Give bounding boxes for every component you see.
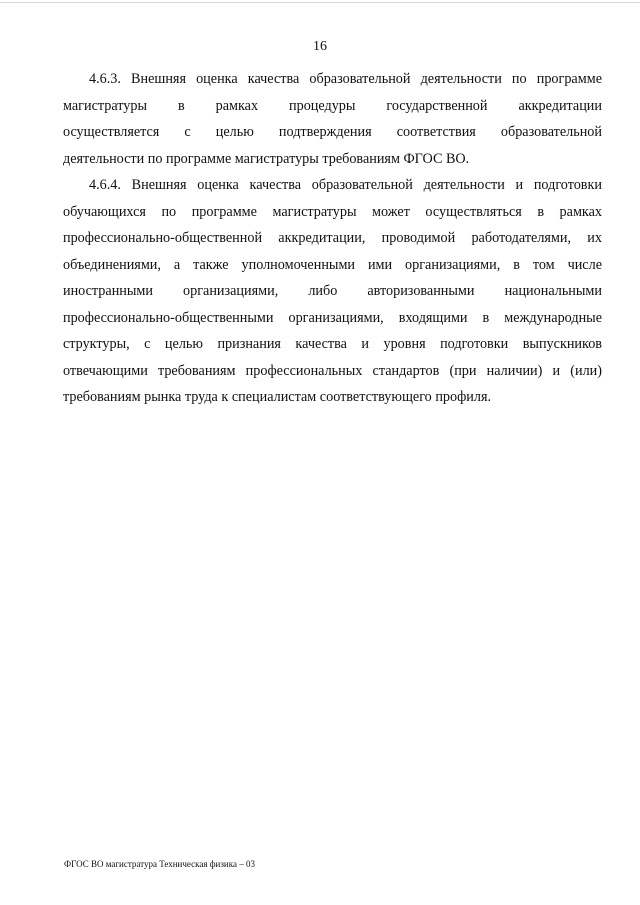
page-number: 16 [313,39,327,54]
text-line: 4.6.4. Внешняя оценка качества образовательной деятельности и подготовки [89,177,602,193]
text-line: деятельности по программе магистратуры требованиям ФГОС ВО. [63,150,470,167]
page-footer: ФГОС ВО магистратура Техническая физика – 03 [64,859,255,869]
text-line: отвечающими требованиям профессиональных стандартов (при наличии) и (или) [63,362,602,379]
paragraph-4-6-3 [63,66,602,172]
text-line: 4.6.3. Внешняя оценка качества образовательной деятельности по программе [89,71,602,87]
text-line: требованиям рынка труда к специалистам соответствующего профиля. [63,389,492,405]
body-text [63,66,602,411]
text-line: магистратуры в рамках процедуры государственной аккредитации [63,97,602,114]
text-line: обучающихся по программе магистратуры может осуществляться в рамках [63,203,602,220]
text-line: профессионально-общественной аккредитации, проводимой работодателями, их [63,230,602,246]
paragraph-4-6-4 [63,172,602,411]
text-line: иностранными организациями, либо авторизованными национальными [63,283,602,299]
text-line: объединениями, а также уполномоченными ими организациями, в том числе [63,256,602,273]
scan-edge-line [0,2,640,3]
text-line: структуры, с целью признания качества и уровня подготовки выпускников [63,336,602,352]
text-line: осуществляется с целью подтверждения соответствия образовательной [63,124,602,140]
text-line: профессионально-общественными организациями, входящими в международные [63,309,602,326]
